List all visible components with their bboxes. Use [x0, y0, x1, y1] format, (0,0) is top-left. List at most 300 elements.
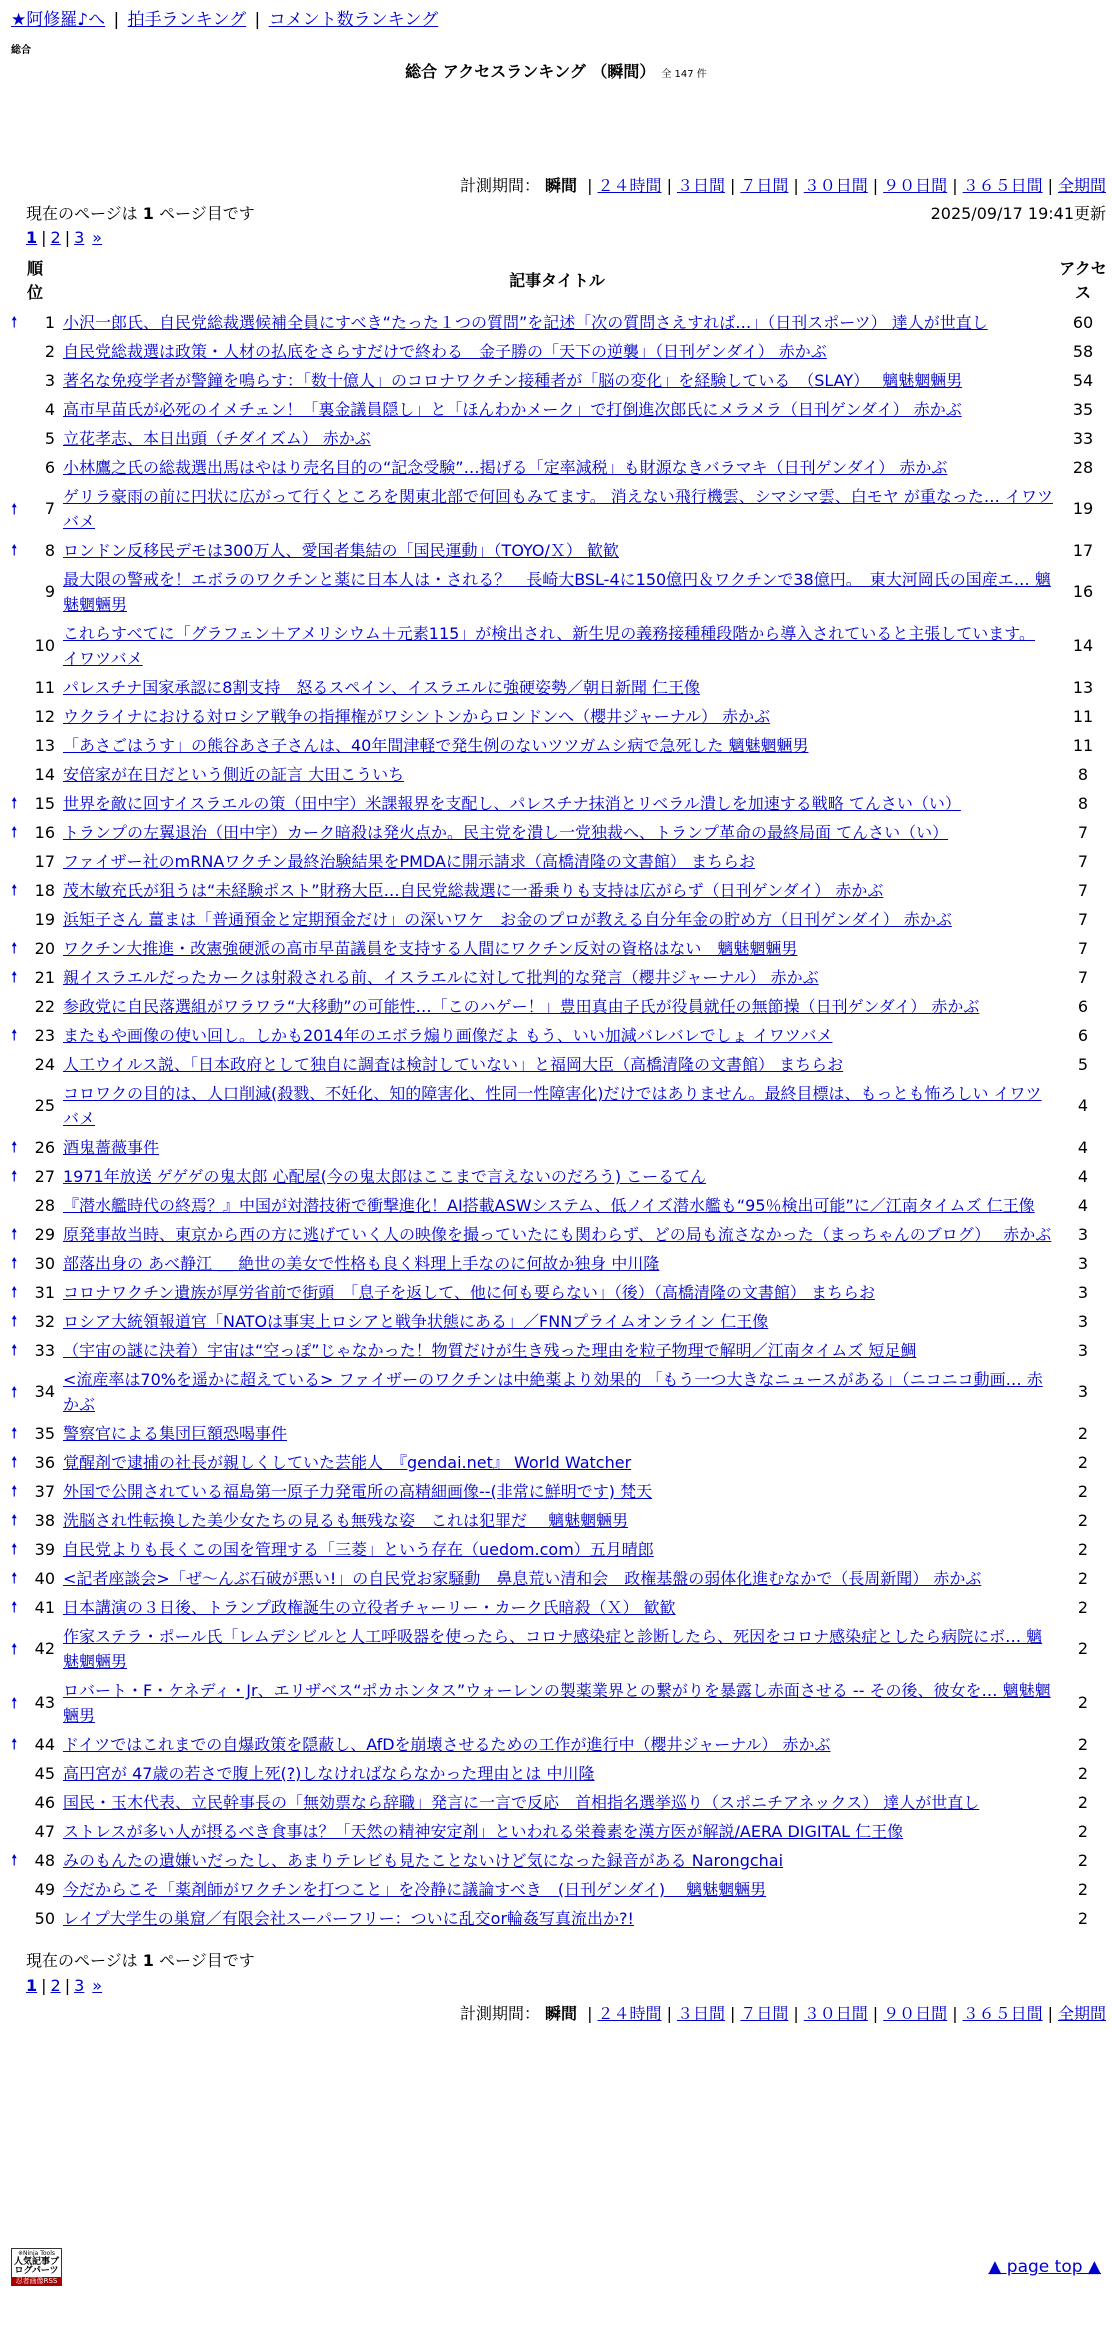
- title-cell: [59, 760, 1055, 789]
- article-link[interactable]: 小林鷹之氏の総裁選出馬はやはり売名目的の“記念受験”…掲げる「定率減税」も財源なきバラマキ（日刊ゲンダイ） 赤かぶ: [63, 458, 948, 477]
- period-selector-top: [460, 176, 1106, 196]
- article-link[interactable]: 人工ウイルス説、「日本政府として独自に調査は検討していない」と福岡大臣（高橋清隆の文書館） まちらお: [63, 1055, 844, 1074]
- table-row: [11, 818, 1111, 847]
- rank-change-cell: [11, 1336, 33, 1365]
- article-link[interactable]: ファイザー社のmRNAワクチン最終治験結果をPMDAに開示請求（高橋清隆の文書館） まちらお: [63, 852, 756, 871]
- title-cell: [59, 818, 1055, 847]
- rank-change-cell: [11, 337, 33, 366]
- hit-count: 4: [1077, 1166, 1089, 1186]
- article-link[interactable]: 著名な免疫学者が警鐘を鳴らす：「数十億人」のコロナワクチン接種者が「脳の変化」を経験している （SLAY） 魑魅魍魎男: [63, 371, 963, 390]
- period-current: 瞬間: [545, 176, 578, 195]
- period-link[interactable]: ２４時間: [597, 2004, 662, 2023]
- table-row: [11, 1365, 1111, 1419]
- article-link[interactable]: これらすべてに「グラフェン＋アメリシウム＋元素115」が検出され、新生児の義務接種種段階から導入されていると主張しています。 イワツバメ: [63, 624, 1035, 668]
- title-cell: [59, 1593, 1055, 1622]
- period-link[interactable]: ２４時間: [597, 176, 662, 195]
- article-link[interactable]: ワクチン大推進・改憲強硬派の高市早苗議員を支持する人間にワクチン反対の資格はない 魑魅魍魎男: [63, 939, 798, 958]
- up-arrow-icon: 🠕: [11, 1569, 18, 1588]
- rank-number: 7: [44, 499, 55, 518]
- period-separator: |: [666, 2004, 672, 2023]
- period-link[interactable]: ３日間: [676, 2004, 725, 2023]
- logo-line2: 人気記事ブログパーツ: [13, 2257, 59, 2276]
- title-cell: [59, 1278, 1055, 1307]
- title-cell: [59, 1336, 1055, 1365]
- title-cell: [59, 1307, 1055, 1336]
- rank-change-cell: [11, 619, 33, 673]
- title-cell: [59, 1904, 1055, 1933]
- hit-count: 7: [1077, 822, 1089, 842]
- rank-change-cell: [11, 1846, 33, 1875]
- table-row: [11, 453, 1111, 482]
- pager-separator: |: [41, 1976, 47, 1995]
- up-arrow-icon: 🠕: [11, 1254, 18, 1273]
- rank-change-cell: [11, 1676, 33, 1730]
- rank-change-cell: [11, 876, 33, 905]
- pager-next-link[interactable]: »: [92, 1976, 103, 1995]
- hit-count: 6: [1077, 996, 1089, 1016]
- period-separator: |: [952, 2004, 958, 2023]
- table-row: [11, 876, 1111, 905]
- table-row: [11, 1278, 1111, 1307]
- article-link[interactable]: 高市早苗氏が必死のイメチェン！「裏金議員隠し」と「ほんわかメーク」で打倒進次郎氏にメラメラ（日刊ゲンダイ） 赤かぶ: [63, 400, 962, 419]
- article-link[interactable]: 『潜水艦時代の終焉？』中国が対潜技術で衝撃進化！AI搭載ASWシステム、低ノイズ潜水艦も“95％検出可能”に／江南タイムズ 仁王像: [63, 1196, 1035, 1215]
- period-links: [582, 176, 1106, 195]
- rank-number: 33: [34, 1340, 55, 1360]
- rank-change-cell: [11, 1622, 33, 1676]
- title-cell: [59, 1133, 1055, 1162]
- article-link[interactable]: ウクライナにおける対ロシア戦争の指揮権がワシントンからロンドンへ（櫻井ジャーナル） 赤かぶ: [63, 707, 771, 726]
- rank-number: 4: [44, 399, 55, 419]
- rank-change-cell: [11, 1593, 33, 1622]
- rank-number: 15: [34, 793, 55, 813]
- rank-change-cell: [11, 1875, 33, 1904]
- rank-number: 21: [34, 967, 55, 987]
- article-link[interactable]: 洗脳され性転換した美少女たちの見るも無残な姿 これは犯罪だ 魑魅魍魎男: [63, 1511, 629, 1530]
- rank-change-cell: [11, 1191, 33, 1220]
- rank-number: 28: [34, 1195, 55, 1215]
- hit-count: 4: [1077, 1096, 1089, 1115]
- hit-count: 7: [1077, 938, 1089, 958]
- table-row: [11, 1875, 1111, 1904]
- table-row: [11, 847, 1111, 876]
- hit-count: 16: [1072, 582, 1094, 601]
- table-row: [11, 1249, 1111, 1278]
- hit-count: 2: [1077, 1693, 1089, 1712]
- rank-number: 9: [44, 582, 55, 601]
- rank-number: 12: [34, 706, 55, 726]
- article-link[interactable]: 自民党よりも長くこの国を管理する「三菱」という存在（uedom.com）五月晴郎: [63, 1540, 654, 1559]
- table-row: [11, 619, 1111, 673]
- article-link[interactable]: 最大限の警戒を！エボラのワクチンと薬に日本人は・される？ 長崎大BSL-4に150億円＆ワクチンで38億円。 東大河岡氏の国産エ… 魑魅魍魎男: [63, 570, 1051, 614]
- hit-count: 14: [1072, 636, 1094, 655]
- table-row: [11, 1419, 1111, 1448]
- article-link[interactable]: 外国で公開されている福島第一原子力発電所の高精細画像--(非常に鮮明です) 梵天: [63, 1482, 653, 1501]
- article-link[interactable]: ロバート・F・ケネディ・Jr、エリザベス“ポカホンタス”ウォーレンの製薬業界との繋がりを暴露し赤面させる -- その後、彼女を… 魑魅魍魎男: [63, 1681, 1051, 1725]
- title-cell: [59, 1730, 1055, 1759]
- rank-number: 35: [34, 1423, 55, 1443]
- pager-current[interactable]: 1: [26, 1976, 38, 1995]
- period-link[interactable]: ３６５日間: [962, 176, 1043, 195]
- rank-number: 48: [34, 1850, 55, 1870]
- hit-count: 3: [1077, 1340, 1089, 1360]
- title-cell: [59, 905, 1055, 934]
- up-arrow-icon: 🠕: [11, 499, 18, 518]
- hit-count: 11: [1072, 706, 1094, 726]
- nav-separator: |: [254, 10, 261, 30]
- article-link[interactable]: 小沢一郎氏、自民党総裁選候補全員にすべき“たった１つの質問”を記述「次の質問さえすれば…」（日刊スポーツ） 達人が世直し: [63, 313, 988, 332]
- article-link[interactable]: みのもんたの遺嫌いだったし、あまりテレビも見たことないけど気になった録音がある Narongchai: [63, 1851, 784, 1870]
- article-link[interactable]: 自民党総裁選は政策・人材の払底をさらすだけで終わる 金子勝の「天下の逆襲」（日刊ゲンダイ） 赤かぶ: [63, 342, 827, 361]
- title-cell: [59, 1817, 1055, 1846]
- table-row: [11, 702, 1111, 731]
- article-link[interactable]: 酒鬼薔薇事件: [63, 1138, 160, 1157]
- rank-number: 5: [44, 428, 55, 448]
- clap-ranking-link[interactable]: 拍手ランキング: [127, 10, 247, 30]
- rank-change-cell: [11, 1759, 33, 1788]
- article-link[interactable]: <流産率は70%を遥かに超えている> ファイザーのワクチンは中絶薬より効果的 「もう一つ大きなニュースがある」（ニコニコ動画… 赤かぶ: [63, 1370, 1043, 1414]
- table-row: [11, 1676, 1111, 1730]
- period-separator: |: [1047, 2004, 1053, 2023]
- article-link[interactable]: 作家ステラ・ポール氏「レムデシビルと人工呼吸器を使ったら、コロナ感染症と診断したら、死因をコロナ感染症としたら病院にボ… 魑魅魍魎男: [63, 1627, 1043, 1671]
- page-info-prefix: 現在のページは: [26, 204, 138, 223]
- period-link[interactable]: ３０日間: [803, 176, 868, 195]
- logo-line3: 忍者画像RSS: [12, 2277, 61, 2286]
- article-link[interactable]: ゲリラ豪雨の前に円状に広がって行くところを関東北部で何回もみてます。 消えない飛行機雲、シマシマ雲、白モヤ が重なった… イワツバメ: [63, 487, 1053, 531]
- article-link[interactable]: パレスチナ国家承認に8割支持 怒るスペイン、イスラエルに強硬姿勢／朝日新聞 仁王像: [63, 678, 701, 697]
- period-label: 計測期間：: [459, 176, 540, 195]
- article-link[interactable]: ロシア大統領報道官「NATOは事実上ロシアと戦争状態にある」／FNNプライムオンライン 仁王像: [63, 1312, 769, 1331]
- table-row: [11, 934, 1111, 963]
- period-link[interactable]: ７日間: [740, 2004, 789, 2023]
- table-row: [11, 1759, 1111, 1788]
- hit-count: 2: [1077, 1879, 1089, 1899]
- title-cell: [59, 366, 1055, 395]
- hit-count: 35: [1072, 399, 1094, 419]
- hit-count: 3: [1077, 1382, 1089, 1401]
- hit-count: 2: [1077, 1639, 1089, 1658]
- article-link[interactable]: ロンドン反移民デモは300万人、愛国者集結の「国民運動」（TOYO/Ｘ） 歓歓: [63, 541, 620, 560]
- rank-number: 34: [34, 1382, 55, 1401]
- article-link[interactable]: （宇宙の謎に決着）宇宙は“空っぽ”じゃなかった！物質だけが生き残った理由を粒子物理で解明／江南タイムズ 短足鯛: [63, 1341, 917, 1360]
- rank-number: 10: [34, 636, 55, 655]
- pager-separator: |: [64, 228, 71, 247]
- title-cell: [59, 1050, 1055, 1079]
- page-info-bottom: [26, 1951, 255, 1971]
- rank-change-cell: [11, 818, 33, 847]
- period-link[interactable]: ３０日間: [803, 2004, 868, 2023]
- title-cell: [59, 1079, 1055, 1133]
- pager-page-link[interactable]: 3: [74, 1976, 85, 1995]
- title-cell: [59, 424, 1055, 453]
- up-arrow-icon: 🠕: [11, 823, 18, 842]
- article-link[interactable]: 世界を敵に回すイスラエルの策（田中宇）米課報界を支配し、パレスチナ抹消とリベラル潰しを加速する戦略 てんさい（い）: [63, 794, 961, 813]
- table-row: [11, 1535, 1111, 1564]
- category-label: 総合: [11, 45, 31, 56]
- period-link[interactable]: ３６５日間: [962, 2004, 1043, 2023]
- hit-count: 2: [1077, 1908, 1089, 1928]
- up-arrow-icon: 🠕: [11, 1598, 18, 1617]
- table-row: [11, 1622, 1111, 1676]
- rank-change-cell: [11, 1079, 33, 1133]
- page-top-link[interactable]: ▲ page top ▲: [988, 2257, 1101, 2277]
- title-cell: [59, 453, 1055, 482]
- article-link[interactable]: 参政党に自民落選組がワラワラ“大移動”の可能性…「このハゲー！」豊田真由子氏が役員就任の無節操（日刊ゲンダイ） 赤かぶ: [63, 997, 980, 1016]
- table-row: [11, 482, 1111, 536]
- rank-change-cell: [11, 424, 33, 453]
- up-arrow-icon: 🠕: [11, 1424, 18, 1443]
- article-link[interactable]: 浜矩子さん 薑まは「普通預金と定期預金だけ」の深いワケ お金のプロが教える自分年金の貯め方（日刊ゲンダイ） 赤かぶ: [63, 910, 952, 929]
- rank-change-cell: [11, 1365, 33, 1419]
- hit-count: 13: [1072, 677, 1094, 697]
- article-link[interactable]: コロナワクチン遺族が厚労省前で街頭 「息子を返して、他に何も要らない」（後）（高橋清隆の文書館） まちらお: [63, 1283, 875, 1302]
- rank-number: 37: [34, 1481, 55, 1501]
- title-cell: [59, 673, 1055, 702]
- hit-count: 4: [1077, 1195, 1089, 1215]
- hit-count: 3: [1077, 1311, 1089, 1331]
- period-link[interactable]: 全期間: [1057, 176, 1106, 195]
- up-arrow-icon: 🠕: [11, 1167, 18, 1186]
- article-link[interactable]: 安倍家が在日だという側近の証言 大田こういち: [63, 765, 405, 784]
- period-separator: |: [952, 176, 958, 195]
- home-link[interactable]: ★阿修羅♪へ: [11, 10, 106, 30]
- rank-change-cell: [11, 1419, 33, 1448]
- rank-number: 43: [34, 1693, 55, 1712]
- period-current: 瞬間: [545, 2004, 578, 2023]
- hit-count: 5: [1077, 1054, 1089, 1074]
- article-link[interactable]: 親イスラエルだったカークは射殺される前、イスラエルに対して批判的な発言（櫻井ジャーナル） 赤かぶ: [63, 968, 819, 987]
- title-cell: [59, 876, 1055, 905]
- rank-number: 42: [34, 1639, 55, 1658]
- rank-change-cell: [11, 992, 33, 1021]
- table-row: [11, 424, 1111, 453]
- hit-count: 2: [1077, 1539, 1089, 1559]
- table-row: [11, 992, 1111, 1021]
- table-row: [11, 366, 1111, 395]
- rank-change-cell: [11, 366, 33, 395]
- pager-page-link[interactable]: 3: [74, 228, 85, 247]
- rank-number: 2: [44, 341, 55, 361]
- pager-separator: |: [64, 1976, 71, 1995]
- hit-count: 3: [1077, 1253, 1089, 1273]
- rank-change-cell: [11, 963, 33, 992]
- pager-current[interactable]: 1: [26, 228, 38, 247]
- article-link[interactable]: 1971年放送 ゲゲゲの鬼太郎 心配屋(今の鬼太郎はここまで言えないのだろう) こーるてん: [63, 1167, 707, 1186]
- up-arrow-icon: 🠕: [11, 1382, 18, 1401]
- title-cell: [59, 565, 1055, 619]
- title-cell: [59, 1191, 1055, 1220]
- hit-count: 2: [1077, 1792, 1089, 1812]
- title-cell: [59, 536, 1055, 565]
- pager-separator: |: [41, 228, 47, 247]
- rank-change-cell: [11, 731, 33, 760]
- article-link[interactable]: 高円宮が 47歳の若さで腹上死(?)しなければならなかった理由とは 中川隆: [63, 1764, 595, 1783]
- article-link[interactable]: ストレスが多い人が摂るべき食事は？「天然の精神安定剤」といわれる栄養素を漢方医が解説/AERA DIGITAL 仁王像: [63, 1822, 904, 1841]
- rank-number: 25: [34, 1096, 55, 1115]
- pager-next-link[interactable]: »: [92, 228, 103, 247]
- article-link[interactable]: ドイツではこれまでの自爆政策を隠蔽し、AfDを崩壊させるための工作が進行中（櫻井ジャーナル） 赤かぶ: [63, 1735, 831, 1754]
- title-cell: [59, 1676, 1055, 1730]
- rank-change-cell: [11, 1133, 33, 1162]
- title-cell: [59, 1448, 1055, 1477]
- rank-number: 47: [34, 1821, 55, 1841]
- article-link[interactable]: <記者座談会>「ぜ～んぶ石破が悪い!」の自民党お家騒動 鼻息荒い清和会 政権基盤の弱体化進むなかで（長周新聞） 赤かぶ: [63, 1569, 982, 1588]
- article-link[interactable]: またもや画像の使い回し。しかも2014年のエボラ煽り画像だよ もう、いい加減バレバレでしょ イワツバメ: [63, 1026, 833, 1045]
- page-info-number: 1: [142, 1951, 154, 1970]
- article-link[interactable]: 今だからこそ「薬剤師がワクチンを打つこと」を冷静に議論すべき (日刊ゲンダイ) 魑魅魍魎男: [63, 1880, 767, 1899]
- logo-line1: ※Ninja Tools: [17, 2250, 56, 2257]
- period-link[interactable]: ３日間: [676, 176, 725, 195]
- rank-change-cell: [11, 847, 33, 876]
- rank-change-cell: [11, 702, 33, 731]
- rank-change-cell: [11, 536, 33, 565]
- rank-change-cell: [11, 1904, 33, 1933]
- page-info-number: 1: [142, 204, 154, 223]
- rank-number: 24: [34, 1054, 55, 1074]
- hit-count: 33: [1072, 428, 1094, 448]
- table-row: [11, 1564, 1111, 1593]
- up-arrow-icon: 🠕: [11, 794, 18, 813]
- table-row: [11, 905, 1111, 934]
- table-row: [11, 1846, 1111, 1875]
- rank-number: 23: [34, 1025, 55, 1045]
- rank-number: 20: [34, 938, 55, 958]
- rank-change-cell: [11, 1021, 33, 1050]
- title-cell: [59, 963, 1055, 992]
- table-row: [11, 1079, 1111, 1133]
- up-arrow-icon: 🠕: [11, 1312, 18, 1331]
- period-separator: |: [729, 176, 736, 195]
- article-link[interactable]: 国民・玉木代表、立民幹事長の「無効票なら辞職」発言に一言で反応 首相指名選挙巡り（スポニチアネックス） 達人が世直し: [63, 1793, 980, 1812]
- title-cell: [59, 1365, 1055, 1419]
- article-link[interactable]: トランプの左翼退治（田中宇）カーク暗殺は発火点か。民主党を潰し一党独裁へ、トランプ革命の最終局面 てんさい（い）: [63, 823, 949, 842]
- title-cell: [59, 1021, 1055, 1050]
- rank-number: 45: [34, 1763, 55, 1783]
- pager-top: [26, 228, 102, 248]
- article-link[interactable]: 茂木敏充氏が狙うは“未経験ポスト”財務大臣…自民党総裁選に一番乗りも支持は広がらず（日刊ゲンダイ） 赤かぶ: [63, 881, 884, 900]
- title-cell: [59, 1788, 1055, 1817]
- title-cell: [59, 482, 1055, 536]
- article-link[interactable]: レイプ大学生の巣窟／有限会社スーパーフリー：ついに乱交or輪姦写真流出か?!: [63, 1909, 634, 1928]
- period-link[interactable]: 全期間: [1057, 2004, 1106, 2023]
- up-arrow-icon: 🠕: [11, 1453, 18, 1472]
- up-arrow-icon: 🠕: [11, 939, 18, 958]
- rank-number: 13: [34, 735, 55, 755]
- table-row: [11, 760, 1111, 789]
- period-link[interactable]: ９０日間: [883, 176, 948, 195]
- rank-header: [11, 254, 59, 308]
- rank-change-cell: [11, 760, 33, 789]
- period-links: [582, 2004, 1106, 2023]
- rank-number: 31: [34, 1282, 55, 1302]
- article-link[interactable]: 日本講演の３日後、トランプ政権誕生の立役者チャーリー・カーク氏暗殺（Ｘ） 歓歓: [63, 1598, 676, 1617]
- title-cell: [59, 1419, 1055, 1448]
- hit-count: 28: [1072, 457, 1094, 477]
- title-cell: [59, 934, 1055, 963]
- article-link[interactable]: コロワクの目的は、人口削減(殺戮、不妊化、知的障害化、性同一性障害化)だけではありません。最終目標は、もっとも怖ろしい イワツバメ: [63, 1084, 1042, 1128]
- up-arrow-icon: 🠕: [11, 968, 18, 987]
- hit-count: 60: [1072, 312, 1094, 332]
- hit-count: 2: [1077, 1597, 1089, 1617]
- article-link[interactable]: 立花孝志、本日出頭（チダイズム） 赤かぶ: [63, 429, 371, 448]
- ninja-tools-logo[interactable]: [11, 2248, 62, 2286]
- hit-count: 2: [1077, 1821, 1089, 1841]
- page-info-suffix: ページ目です: [159, 1951, 255, 1970]
- table-row: [11, 565, 1111, 619]
- up-arrow-icon: 🠕: [11, 881, 18, 900]
- rank-number: 40: [34, 1568, 55, 1588]
- hit-count: 8: [1077, 764, 1089, 784]
- hit-count: 3: [1077, 1224, 1089, 1244]
- hit-count: 11: [1072, 735, 1094, 755]
- hit-count: 2: [1077, 1481, 1089, 1501]
- hit-count: 2: [1077, 1423, 1089, 1443]
- hit-count: 2: [1077, 1763, 1089, 1783]
- rank-change-cell: [11, 1506, 33, 1535]
- rank-number: 11: [34, 677, 55, 697]
- rank-number: 30: [34, 1253, 55, 1273]
- hit-count: 2: [1077, 1850, 1089, 1870]
- hit-count: 17: [1072, 540, 1094, 560]
- rank-change-cell: [11, 1788, 33, 1817]
- pager-page-link[interactable]: 2: [50, 1976, 61, 1995]
- rank-number: 29: [34, 1224, 55, 1244]
- hits-header-text: アクセ ス: [1059, 259, 1107, 302]
- pager-page-link[interactable]: 2: [50, 228, 61, 247]
- rank-change-cell: [11, 1220, 33, 1249]
- hit-count: 4: [1077, 1137, 1089, 1157]
- rank-number: 36: [34, 1452, 55, 1472]
- table-row: [11, 1021, 1111, 1050]
- title-cell: [59, 731, 1055, 760]
- rank-number: 26: [34, 1137, 55, 1157]
- period-link[interactable]: ７日間: [740, 176, 789, 195]
- hit-count: 6: [1077, 1025, 1089, 1045]
- page-info-prefix: 現在のページは: [26, 1951, 138, 1970]
- article-link[interactable]: 警察官による集団巨額恐喝事件: [63, 1424, 288, 1443]
- rank-number: 44: [34, 1734, 55, 1754]
- up-arrow-icon: 🠕: [11, 1341, 18, 1360]
- hit-count: 19: [1072, 499, 1094, 518]
- page-title-text: 総合 アクセスランキング （瞬間）: [405, 62, 656, 81]
- table-row: [11, 1336, 1111, 1365]
- title-cell: [59, 337, 1055, 366]
- article-link[interactable]: 原発事故当時、東京から西の方に逃げていく人の映像を撮っていたにも関わらず、どの局も流さなかった（まっちゃんのブログ） 赤かぶ: [63, 1225, 1052, 1244]
- comment-ranking-link[interactable]: コメント数ランキング: [268, 10, 439, 30]
- article-link[interactable]: 覚醒剤で逮捕の社長が親しくしていた芸能人 『gendai.net』 World Watcher: [63, 1453, 632, 1472]
- rank-change-cell: [11, 482, 33, 536]
- period-label: 計測期間：: [459, 2004, 540, 2023]
- period-separator: |: [793, 2004, 799, 2023]
- rank-number: 49: [34, 1879, 55, 1899]
- rank-number: 8: [44, 540, 55, 560]
- rank-number: 27: [34, 1166, 55, 1186]
- up-arrow-icon: 🠕: [11, 1138, 18, 1157]
- up-arrow-icon: 🠕: [11, 313, 18, 332]
- title-cell: [59, 1564, 1055, 1593]
- title-cell: [59, 395, 1055, 424]
- rank-number: 18: [34, 880, 55, 900]
- article-link[interactable]: 「あさごはうす」の熊谷あさ子さんは、40年間津軽で発生例のないツツガムシ病で急死した 魑魅魍魎男: [63, 736, 809, 755]
- table-row: [11, 337, 1111, 366]
- ranking-table: [11, 254, 1111, 1933]
- rank-change-cell: [11, 934, 33, 963]
- article-link[interactable]: 部落出身の あべ静江 ＿ 絶世の美女で性格も良く料理上手なのに何故か独身 中川隆: [63, 1254, 660, 1273]
- table-row: [11, 1730, 1111, 1759]
- title-cell: [59, 1162, 1055, 1191]
- period-link[interactable]: ９０日間: [883, 2004, 948, 2023]
- updated-timestamp: 2025/09/17 19:41更新: [930, 204, 1106, 223]
- title-cell: [59, 1535, 1055, 1564]
